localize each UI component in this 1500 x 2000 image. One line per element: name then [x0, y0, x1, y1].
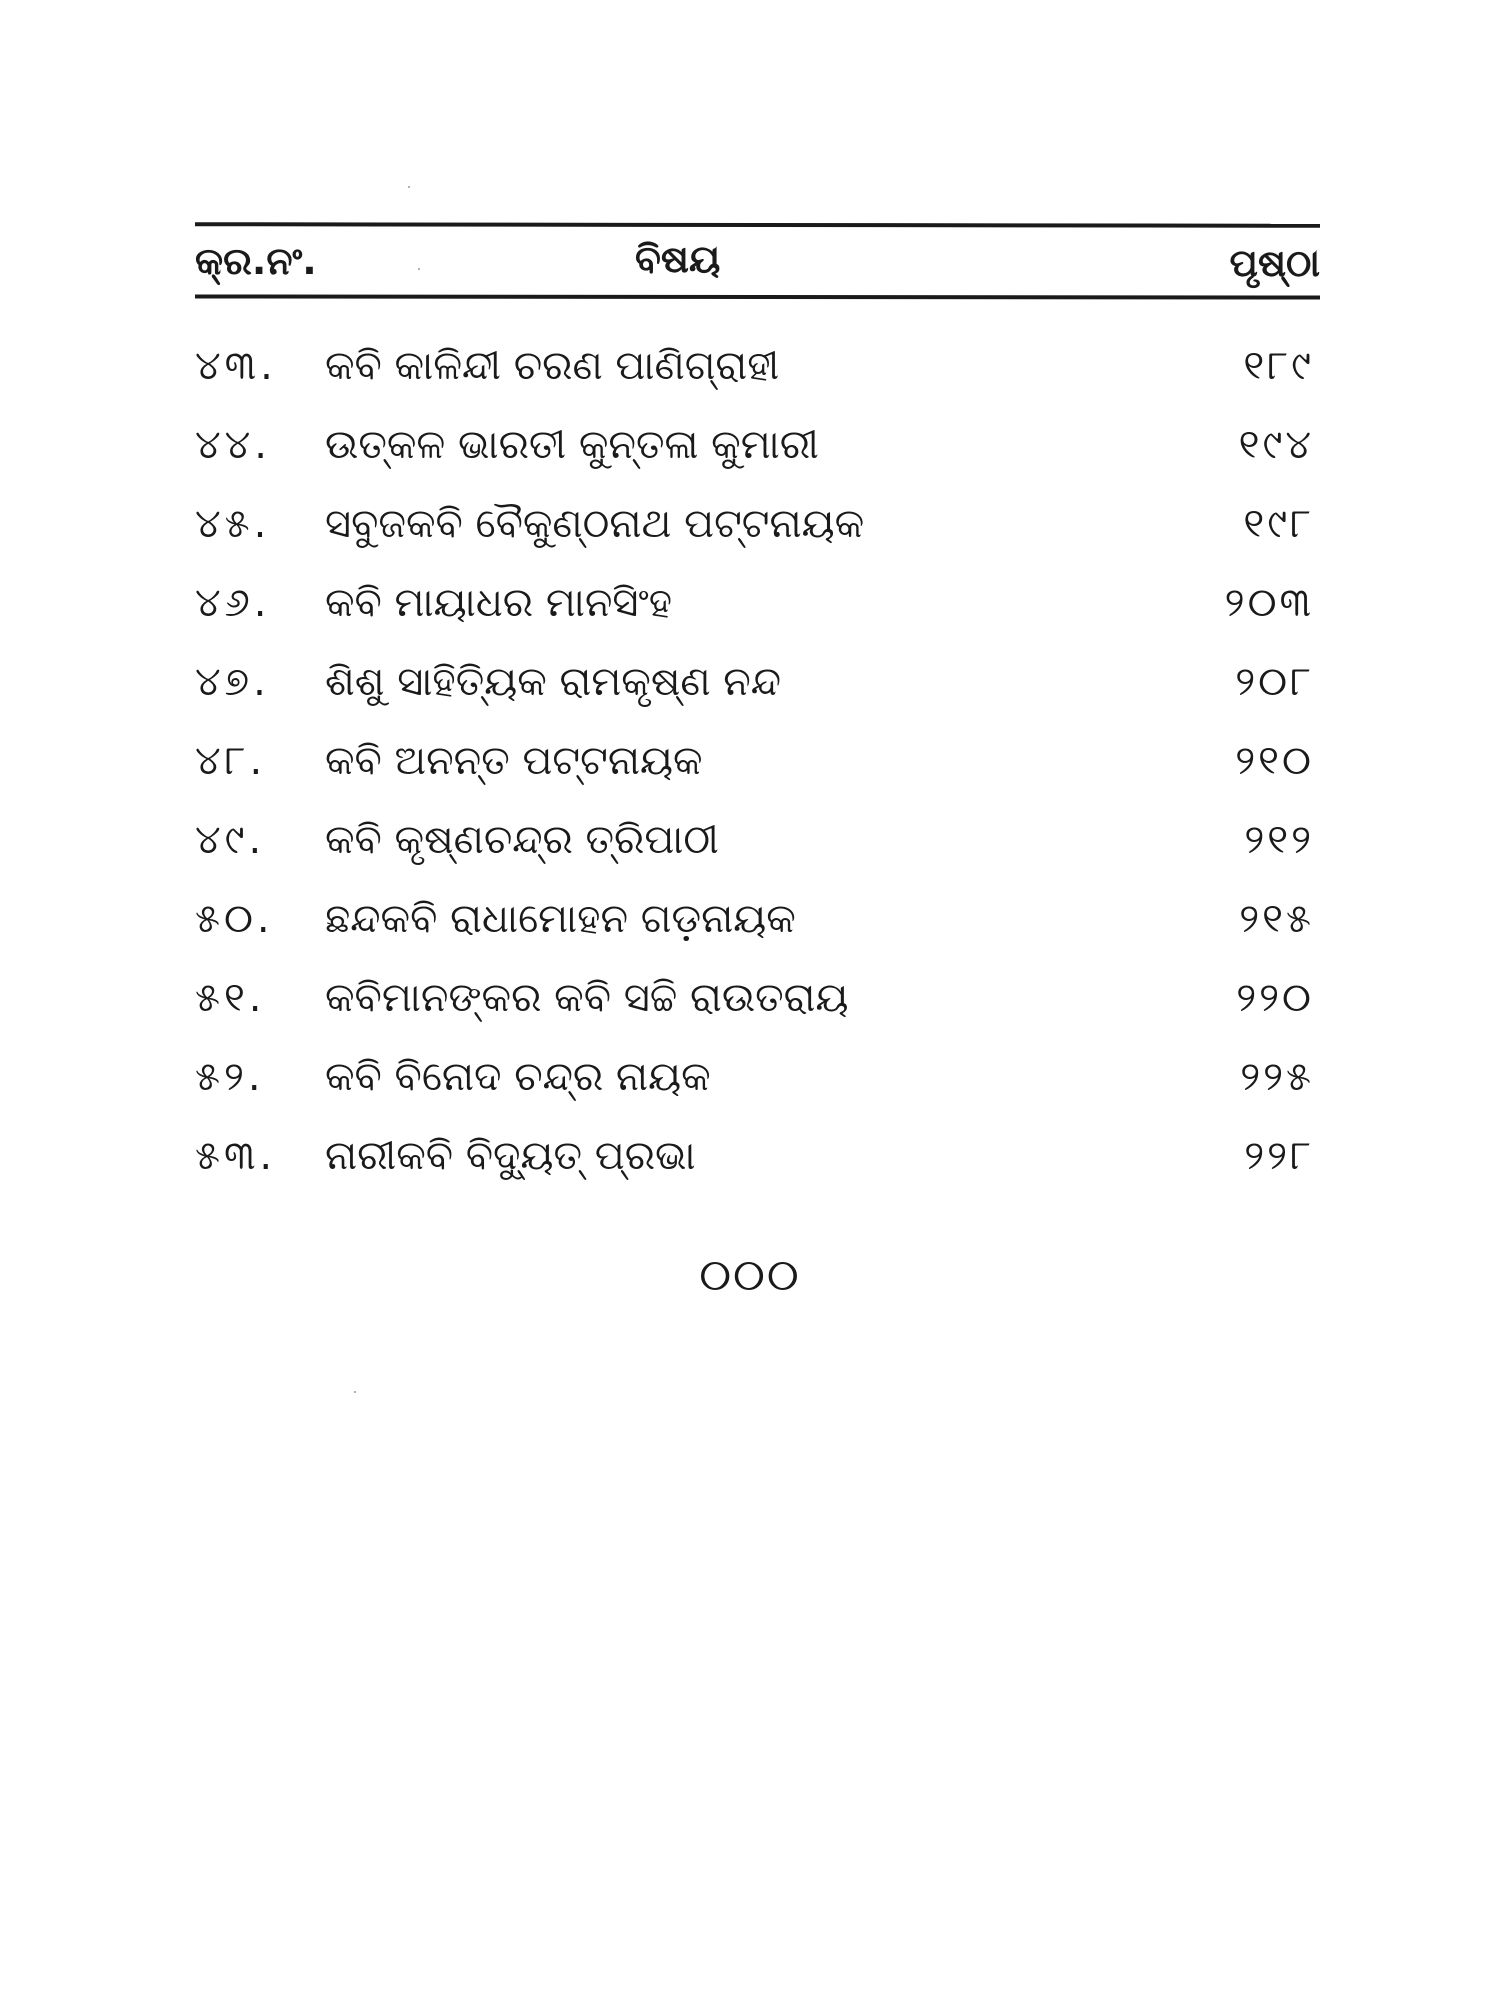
entry-page: ୧୮୯: [1243, 343, 1314, 389]
entry-page: ୨୨୫: [1240, 1054, 1314, 1100]
entry-page: ୨୧୨: [1244, 817, 1314, 863]
toc-entry: [195, 817, 1320, 896]
scan-speck: [418, 268, 420, 270]
entry-page: ୨୨୮: [1244, 1133, 1314, 1179]
entry-number: ୫୦.: [195, 896, 274, 942]
toc-entry: [195, 422, 1320, 501]
entry-title: ଛନ୍ଦକବି ରାଧାମୋହନ ଗଡ଼ନାୟକ: [325, 896, 796, 942]
entry-title: କବି ଅନନ୍ତ ପଟ୍ଟନାୟକ: [325, 738, 703, 784]
entry-title: ଶିଶୁ ସାହିତ୍ୟିକ ରାମକୃଷ୍ଣ ନନ୍ଦ: [325, 659, 782, 705]
number-column-header: କ୍ର.ନଂ.: [195, 239, 317, 283]
entry-title: କବି କୃଷ୍ଣଚନ୍ଦ୍ର ତ୍ରିପାଠୀ: [325, 817, 719, 863]
toc-entry: [195, 896, 1320, 975]
entry-number: ୪୭.: [195, 659, 270, 705]
scan-speck: [408, 186, 410, 188]
entry-page: ୨୦୮: [1235, 659, 1314, 705]
toc-entry: [195, 975, 1320, 1054]
entry-number: ୪୫.: [195, 501, 271, 547]
entry-title: ସବୁଜକବି ବୈକୁଣ୍ଠନାଥ ପଟ୍ଟନାୟକ: [325, 501, 865, 547]
entry-page: ୨୧୦: [1235, 738, 1314, 784]
entry-title: କବି କାଳିନ୍ଦୀ ଚରଣ ପାଣିଗ୍ରାହୀ: [325, 343, 780, 389]
entry-page: ୨୧୫: [1239, 896, 1314, 942]
toc-entry: [195, 659, 1320, 738]
entry-title: ଉତ୍କଳ ଭାରତୀ କୁନ୍ତଳା କୁମାରୀ: [325, 422, 819, 468]
entry-number: ୪୬.: [195, 580, 271, 626]
entry-page: ୧୯୮: [1243, 501, 1314, 547]
entry-title: ନାରୀକବି ବିଦ୍ୟୁତ୍ ପ୍ରଭା: [325, 1133, 696, 1179]
entry-number: ୪୪.: [195, 422, 271, 468]
entry-number: ୪୮.: [195, 738, 267, 784]
entry-title: କବି ମାୟାଧର ମାନସିଂହ: [325, 580, 673, 626]
toc-entry: [195, 1054, 1320, 1133]
toc-entry: [195, 343, 1320, 422]
subject-column-header: ବିଷୟ: [635, 237, 721, 281]
toc-entry: [195, 738, 1320, 817]
entry-number: ୫୩.: [195, 1133, 277, 1179]
page-column-header: ପୃଷ୍ଠା: [1229, 241, 1320, 285]
entry-number: ୪୯.: [195, 817, 266, 863]
table-of-contents: [195, 223, 1320, 1212]
entry-title: କବିମାନଙ୍କର କବି ସଚ୍ଚି ରାଉତରାୟ: [325, 975, 849, 1021]
header-bottom-rule: [195, 295, 1320, 300]
end-mark: ୦୦୦: [699, 1250, 801, 1301]
toc-header: [195, 227, 1320, 295]
entry-number: ୪୩.: [195, 343, 277, 389]
entry-number: ୫୧.: [195, 975, 266, 1021]
toc-entry: [195, 501, 1320, 580]
entry-page: ୨୦୩: [1224, 580, 1314, 626]
toc-entry: [195, 580, 1320, 659]
toc-entry: [195, 1133, 1320, 1212]
entry-page: ୧୯୪: [1238, 422, 1314, 468]
entry-number: ୫୨.: [195, 1054, 265, 1100]
toc-entries: [195, 343, 1320, 1212]
scan-speck: [354, 1391, 356, 1393]
entry-title: କବି ବିନୋଦ ଚନ୍ଦ୍ର ନାୟକ: [325, 1054, 711, 1100]
entry-page: ୨୨୦: [1236, 975, 1314, 1021]
